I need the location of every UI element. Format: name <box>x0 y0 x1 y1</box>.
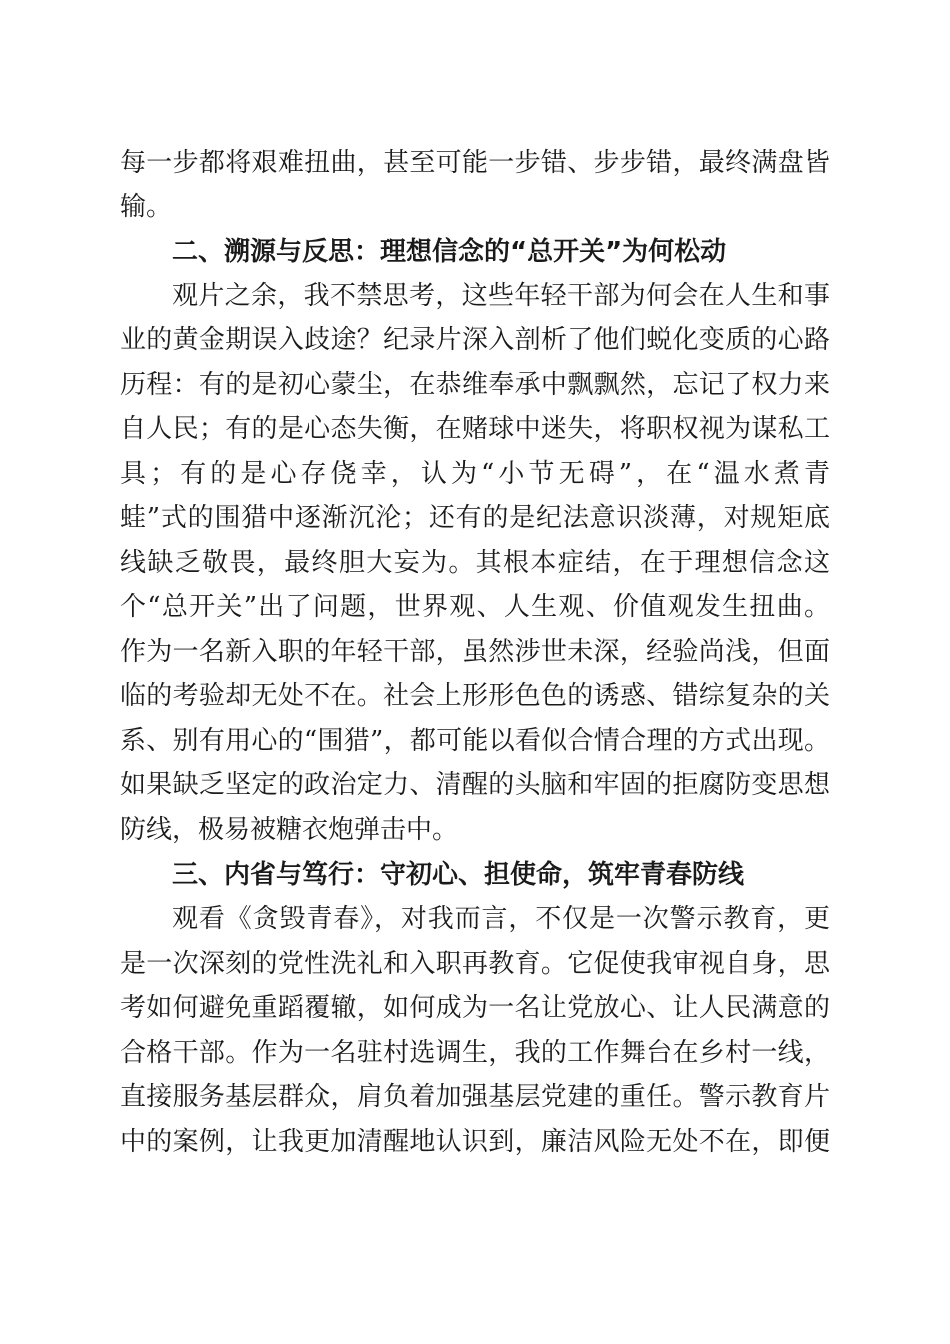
paragraph-line: 业的黄金期误入歧途？纪录片深入剖析了他们蜕化变质的心路 <box>120 325 830 355</box>
paragraph-line: 线缺乏敬畏，最终胆大妄为。其根本症结，在于理想信念这 <box>120 548 830 578</box>
paragraph-line: 具；有的是心存侥幸，认为“小节无碍”，在“温水煮青 <box>120 459 830 489</box>
paragraph-line: 观看《贪毁青春》，对我而言，不仅是一次警示教育，更 <box>172 904 830 934</box>
section-heading-2: 二、溯源与反思：理想信念的“总开关”为何松动 <box>172 237 727 267</box>
paragraph-line: 历程：有的是初心蒙尘，在恭维奉承中飘飘然，忘记了权力来 <box>120 370 830 400</box>
paragraph-line: 是一次深刻的党性洗礼和入职再教育。它促使我审视自身，思 <box>120 949 830 979</box>
paragraph-line: 自人民；有的是心态失衡，在赌球中迷失，将职权视为谋私工 <box>120 414 830 444</box>
paragraph-line: 考如何避免重蹈覆辙，如何成为一名让党放心、让人民满意的 <box>120 993 830 1023</box>
section-heading-3: 三、内省与笃行：守初心、担使命，筑牢青春防线 <box>172 860 745 890</box>
paragraph-line: 系、别有用心的“围猎”，都可能以看似合情合理的方式出现。 <box>120 726 830 756</box>
paragraph-line: 临的考验却无处不在。社会上形形色色的诱惑、错综复杂的关 <box>120 681 830 711</box>
paragraph-line: 合格干部。作为一名驻村选调生，我的工作舞台在乡村一线， <box>120 1038 830 1068</box>
paragraph-line: 防线，极易被糖衣炮弹击中。 <box>120 815 459 845</box>
paragraph-line: 如果缺乏坚定的政治定力、清醒的头脑和牢固的拒腐防变思想 <box>120 770 830 800</box>
paragraph-line: 作为一名新入职的年轻干部，虽然涉世未深，经验尚浅，但面 <box>120 637 830 667</box>
paragraph-line: 输。 <box>120 192 173 222</box>
paragraph-line: 个“总开关”出了问题，世界观、人生观、价值观发生扭曲。 <box>120 592 830 622</box>
paragraph-line: 直接服务基层群众，肩负着加强基层党建的重任。警示教育片 <box>120 1082 830 1112</box>
paragraph-line: 中的案例，让我更加清醒地认识到，廉洁风险无处不在，即便 <box>120 1127 830 1157</box>
paragraph-line: 观片之余，我不禁思考，这些年轻干部为何会在人生和事 <box>172 281 830 311</box>
paragraph-line: 蛙”式的围猎中逐渐沉沦；还有的是纪法意识淡薄，对规矩底 <box>120 503 830 533</box>
paragraph-line: 每一步都将艰难扭曲，甚至可能一步错、步步错，最终满盘皆 <box>120 148 830 178</box>
